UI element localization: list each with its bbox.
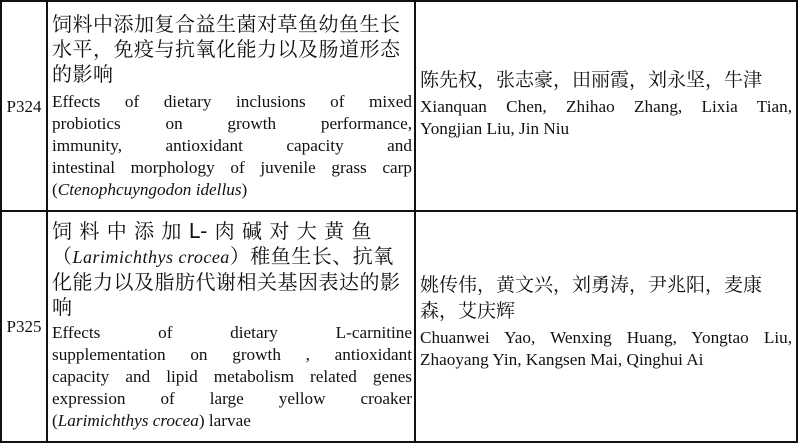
authors-en-line: Zhaoyang Yin, Kangsen Mai, Qinghui Ai bbox=[420, 350, 704, 369]
species-name: Ctenophcuyngodon idellus bbox=[57, 180, 242, 199]
authors-cell bbox=[420, 272, 792, 371]
title-en-line: Effects of dietary inclusions of mixed bbox=[52, 92, 412, 111]
species-name: Larimichthys crocea bbox=[72, 247, 230, 267]
authors-en-line: Yongjian Liu, Jin Niu bbox=[420, 119, 570, 138]
authors-cn bbox=[420, 272, 792, 324]
authors-en bbox=[420, 96, 792, 140]
title-cn-line: 化能力以及脂肪代谢相关基因表达的影 bbox=[52, 270, 401, 294]
title-cn-line: 响 bbox=[52, 295, 73, 319]
title-en-line: supplementation on growth , antioxidant bbox=[52, 345, 412, 364]
title-en-line: (Larimichthys crocea) larvae bbox=[52, 411, 251, 430]
title-cn-line: 饲料中添加复合益生菌对草鱼幼鱼生长 bbox=[52, 12, 401, 36]
authors-cn: 陈先权，张志豪，田丽霞，刘永坚，牛津 bbox=[420, 69, 763, 91]
title-en-line: capacity and lipid metabolism related genes bbox=[52, 367, 412, 386]
row-divider bbox=[0, 210, 798, 212]
title-en-line: immunity, antioxidant capacity and bbox=[52, 136, 412, 155]
title-en-line: (Ctenophcuyngodon idellus) bbox=[52, 180, 248, 199]
authors-en-line: Xianquan Chen, Zhihao Zhang, Lixia Tian, bbox=[420, 97, 792, 116]
paper-id: P324 bbox=[6, 97, 42, 116]
paper-title-cell bbox=[52, 12, 412, 201]
authors-en bbox=[420, 327, 792, 371]
paper-title-cn bbox=[52, 12, 412, 87]
paper-id: P325 bbox=[6, 317, 42, 336]
paper-title-en bbox=[52, 91, 412, 201]
authors-en-line: Chuanwei Yao, Wenxing Huang, Yongtao Liu, bbox=[420, 328, 792, 347]
title-cn-line: 的影响 bbox=[52, 62, 114, 86]
title-cn-line: 饲 料 中 添 加 L- 肉 碱 对 大 黄 鱼 bbox=[52, 219, 372, 243]
table-border-left bbox=[0, 0, 2, 443]
title-cn-line: 水平，免疫与抗氧化能力以及肠道形态 bbox=[52, 37, 401, 61]
title-en-line: probiotics on growth performance, bbox=[52, 114, 412, 133]
title-en-line: Effects of dietary L-carnitine bbox=[52, 323, 412, 342]
title-en-line: expression of large yellow croaker bbox=[52, 389, 412, 408]
column-divider-authors bbox=[414, 0, 416, 443]
authors-cn-line: 姚传伟，黄文兴，刘勇涛，尹兆阳，麦康 bbox=[420, 274, 763, 296]
paper-title-en bbox=[52, 322, 412, 432]
species-name: Larimichthys crocea bbox=[57, 411, 199, 430]
title-en-line: intestinal morphology of juvenile grass carp bbox=[52, 158, 412, 177]
authors-cn-line: 森，艾庆辉 bbox=[420, 300, 516, 322]
column-divider-id bbox=[46, 0, 48, 443]
table-border-top bbox=[0, 0, 798, 2]
authors-cell bbox=[420, 67, 792, 140]
paper-title-cn bbox=[52, 219, 412, 320]
paper-title-cell bbox=[52, 219, 412, 432]
title-cn-line: （Larimichthys crocea）稚鱼生长、抗氧 bbox=[52, 244, 394, 268]
